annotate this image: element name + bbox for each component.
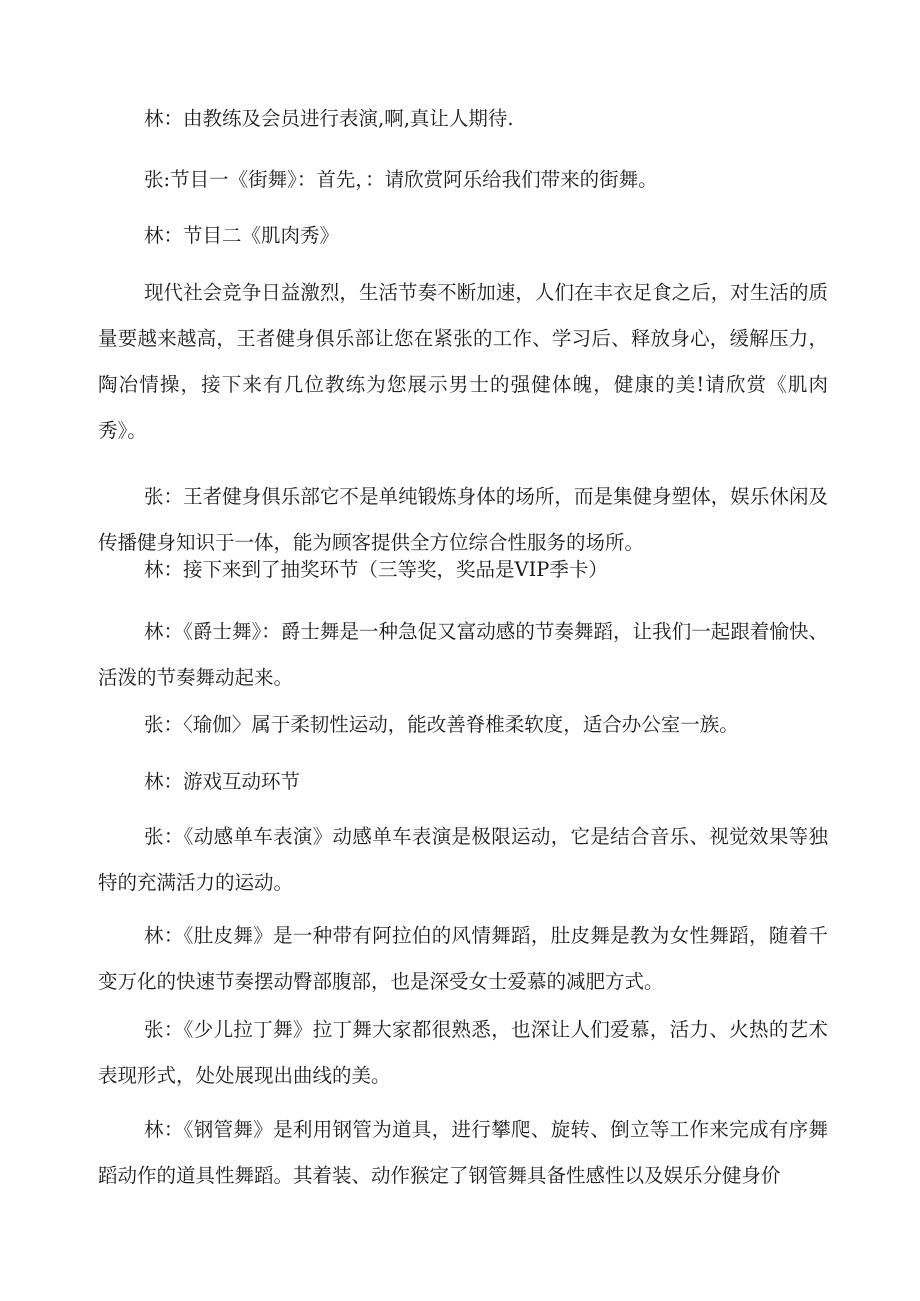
paragraph-8: 张：〈瑜伽〉属于柔韧性运动，能改善脊椎柔软度，适合办公室一族。 xyxy=(144,713,739,736)
paragraph-10: 张：《动感单车表演》动感单车表演是极限运动，它是结合音乐、视觉效果等独特的充满活力的运动。 xyxy=(98,825,828,894)
paragraph-2: 张:节目一《街舞》：首先，：请欣赏阿乐给我们带来的街舞。 xyxy=(144,168,658,191)
paragraph-4: 现代社会竞争日益激烈，生活节奏不断加速，人们在丰衣足食之后，对生活的质量要越来越高，王者健身俱乐部让您在紧张的工作、学习后、释放身心，缓解压力，陶冶情操，接下来有几位教练为您展示男士的强健体魄，健康的美!请欣赏《肌肉秀》。 xyxy=(98,281,828,442)
paragraph-3: 林：节目二《肌肉秀》 xyxy=(144,224,340,247)
paragraph-6: 林：接下来到了抽奖环节（三等奖，奖品是VIP季卡） xyxy=(144,558,608,581)
paragraph-7: 林：《爵士舞》：爵士舞是一种急促又富动感的节奏舞蹈，让我们一起跟着愉快、活泼的节奏舞动起来。 xyxy=(98,620,828,689)
paragraph-1: 林：由教练及会员进行表演,啊,真让人期待. xyxy=(144,107,514,130)
paragraph-12: 张：《少儿拉丁舞》拉丁舞大家都很熟悉，也深让人们爱慕，活力、火热的艺术表现形式，处处展现出曲线的美。 xyxy=(98,1018,828,1087)
paragraph-9: 林：游戏互动环节 xyxy=(144,770,301,793)
paragraph-5: 张：王者健身俱乐部它不是单纯锻炼身体的场所，而是集健身塑体，娱乐休闲及传播健身知识于一体，能为顾客提供全方位综合性服务的场所。 xyxy=(98,485,828,554)
paragraph-11: 林：《肚皮舞》是一种带有阿拉伯的风情舞蹈，肚皮舞是教为女性舞蹈，随着千变万化的快速节奏摆动臀部腹部，也是深受女士爱慕的减肥方式。 xyxy=(98,924,828,993)
paragraph-13: 林：《钢管舞》是利用钢管为道具，进行攀爬、旋转、倒立等工作来完成有序舞蹈动作的道具性舞蹈。其着装、动作猴定了钢管舞具备性感性以及娱乐分健身价 xyxy=(98,1118,828,1187)
